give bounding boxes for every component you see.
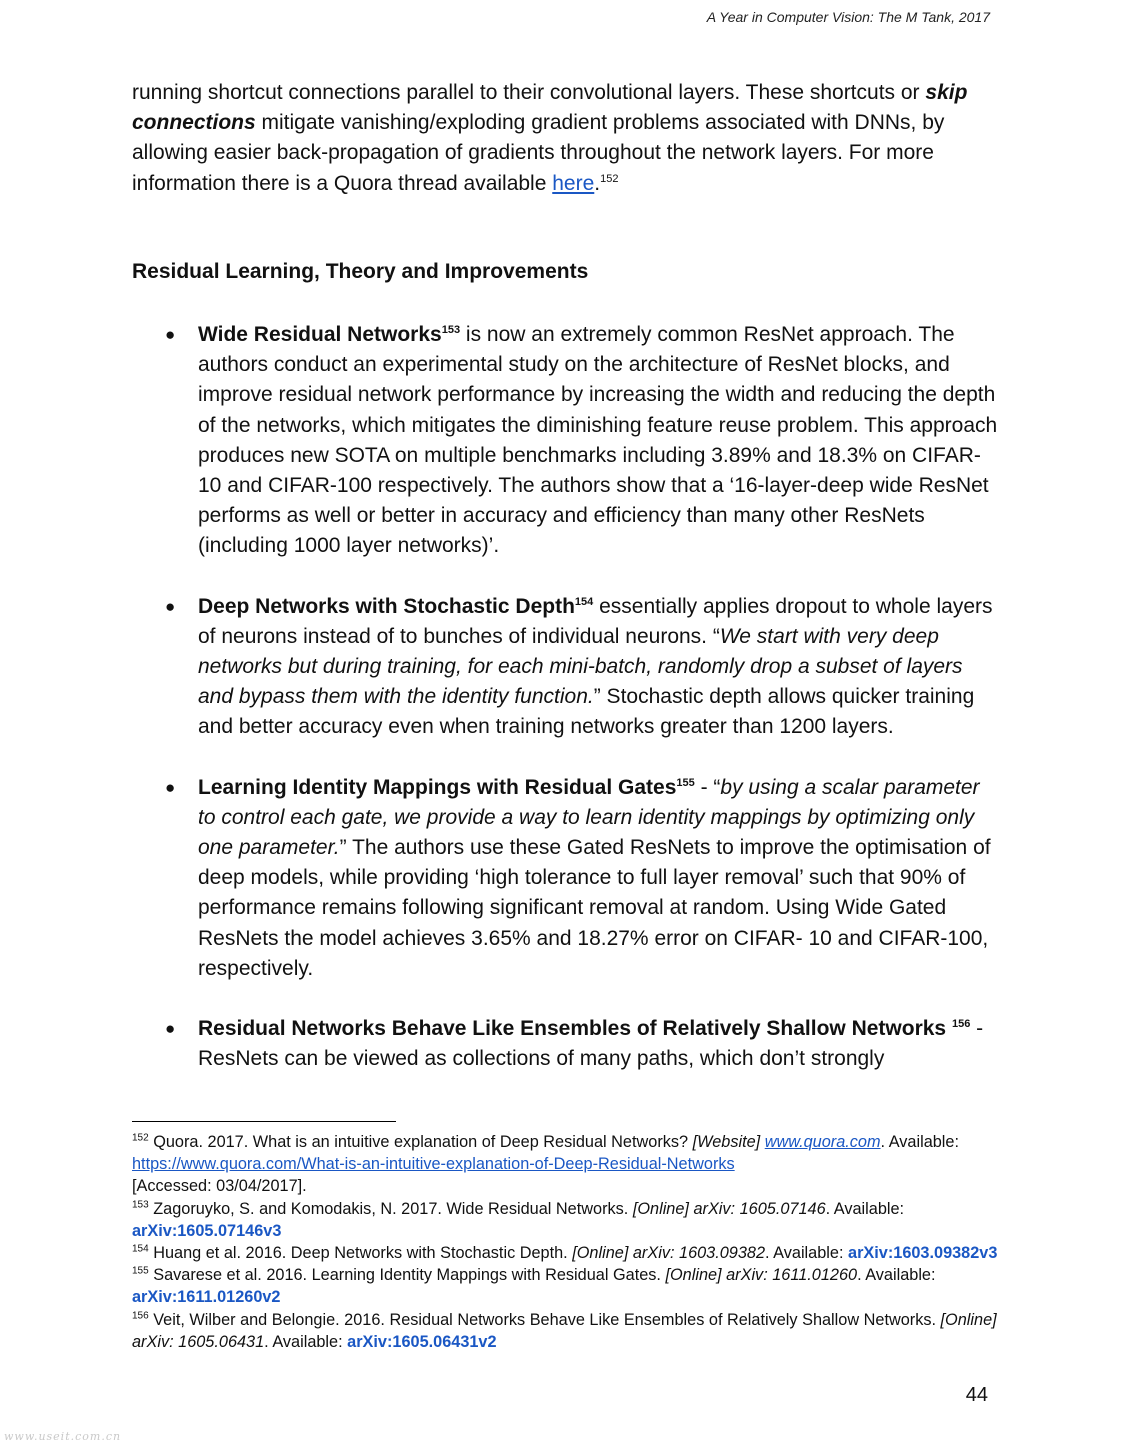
item-text: - “	[694, 775, 721, 799]
footnote-text: . Available:	[765, 1244, 849, 1263]
footnote-source-type: [Website]	[692, 1133, 761, 1151]
footnote-source-type: [Online] arXiv: 1603.09382	[572, 1244, 766, 1263]
section-heading: Residual Learning, Theory and Improvements	[132, 260, 589, 283]
quora-url-link[interactable]: https://www.quora.com/What-is-an-intuitive-explanation-of-Deep-Residual-Networks	[132, 1155, 735, 1174]
item-quote: We start with very deep networks but during training, for each mini-batch, randomly drop a subset of layers and bypass them with the identity function.	[198, 624, 963, 709]
item-title: Learning Identity Mappings with Residual Gates	[198, 775, 677, 799]
arxiv-link-155[interactable]: arXiv:1611.01260v2	[132, 1288, 281, 1307]
footnote-152	[132, 1131, 1002, 1198]
footnote-154	[132, 1242, 1002, 1264]
footnote-153	[132, 1198, 1002, 1242]
bullet-icon: ●	[165, 325, 176, 344]
footnote-text: [Accessed: 03/04/2017].	[132, 1177, 307, 1196]
list-item-ensembles	[132, 1014, 1002, 1074]
footnote-text: Veit, Wilber and Belongie. 2016. Residual Networks Behave Like Ensembles of Relatively Shallow Networks.	[148, 1310, 941, 1329]
footnote-number: 154	[132, 1243, 149, 1255]
footnote-ref-156[interactable]: 156	[951, 1018, 971, 1031]
footnotes	[132, 1131, 1002, 1353]
item-title: Deep Networks with Stochastic Depth	[198, 594, 575, 618]
item-title: Residual Networks Behave Like Ensembles of Relatively Shallow Networks	[198, 1017, 947, 1041]
footnote-text: Huang et al. 2016. Deep Networks with Stochastic Depth.	[148, 1244, 573, 1263]
skip-connections-term: skip connections	[132, 81, 968, 135]
footnote-ref-153[interactable]: 153	[441, 324, 461, 336]
footnote-source-type: [Online] arXiv: 1611.01260	[665, 1266, 858, 1285]
intro-paragraph	[132, 78, 1002, 199]
footnote-ref-155[interactable]: 155	[676, 776, 695, 789]
item-text: essentially applies dropout to whole layers of neurons instead of to bunches of individual neurons. “	[198, 594, 993, 648]
item-text: is now an extremely common ResNet approach. The authors conduct an experimental study on the architecture of ResNet blocks, and improve residual network performance by increasing the width and reducing the depth of the networks, which mitigates the diminishing feature reuse problem. This approach produces new SOTA on multiple benchmarks including 3.89% and 18.3% on CIFAR-10 and CIFAR-100 respectively. The authors show that a ‘16-layer-deep wide ResNet performs as well or better in accuracy and efficiency than many other ResNets (including 1000 layer networks)’.	[198, 323, 998, 558]
arxiv-link-154[interactable]: arXiv:1603.09382v3	[848, 1244, 998, 1263]
bullet-icon: ●	[165, 1019, 176, 1039]
item-title: Wide Residual Networks	[198, 323, 442, 346]
quora-here-link[interactable]: here	[552, 171, 595, 195]
footnote-number: 156	[132, 1310, 149, 1322]
footnote-156	[132, 1309, 1002, 1353]
footnote-text: . Available:	[264, 1332, 348, 1351]
item-text: ” The authors use these Gated ResNets to improve the optimisation of deep models, while providing ‘high tolerance to full layer removal’ such that 90% of performance remains following significant removal at random. Using Wide Gated ResNets the model achieves 3.65% and 18.27% error on CIFAR- 10 and CIFAR-100, respectively.	[198, 836, 991, 980]
footnote-source-type: [Online] arXiv: 1605.06431	[132, 1310, 997, 1351]
footnote-source-type: [Online] arXiv: 1605.07146	[632, 1199, 826, 1218]
footnote-155	[132, 1264, 1002, 1308]
quora-site-link[interactable]: www.quora.com	[764, 1133, 881, 1151]
bullet-icon: ●	[165, 596, 176, 616]
footnote-text: . Available:	[825, 1199, 905, 1218]
bullet-icon: ●	[165, 777, 176, 797]
intro-text: .	[594, 171, 601, 195]
footnote-text: Zagoruyko, S. and Komodakis, N. 2017. Wide Residual Networks.	[148, 1199, 633, 1218]
item-text: - ResNets can be viewed as collections of many paths, which don’t strongly	[198, 1017, 984, 1071]
footnote-text: . Available:	[880, 1133, 959, 1151]
page-number: 44	[965, 1384, 988, 1406]
arxiv-link-153[interactable]: arXiv:1605.07146v3	[132, 1221, 282, 1240]
footnote-text: . Available:	[857, 1266, 936, 1285]
list-item-stochastic-depth	[132, 592, 1002, 743]
running-header: A Year in Computer Vision: The M Tank, 2017	[706, 9, 990, 25]
footnote-number: 152	[132, 1132, 149, 1144]
footnote-ref-152[interactable]: 152	[600, 172, 619, 185]
list-item-wide-resnet	[132, 320, 1002, 562]
arxiv-link-156[interactable]: arXiv:1605.06431v2	[347, 1332, 497, 1351]
item-text: ” Stochastic depth allows quicker training and better accuracy even when training networks greater than 1200 layers.	[198, 685, 975, 739]
footnote-number: 153	[132, 1199, 149, 1211]
item-quote: by using a scalar parameter to control each gate, we provide a way to learn identity mappings by optimizing only one parameter.	[198, 775, 980, 860]
footnote-divider	[132, 1121, 396, 1122]
footnote-text: Savarese et al. 2016. Learning Identity Mappings with Residual Gates.	[148, 1266, 666, 1285]
list-item-residual-gates	[132, 773, 1002, 984]
intro-text: mitigate vanishing/exploding gradient problems associated with DNNs, by allowing easier back-propagation of gradients throughout the network layers. For more information there is a Quora thread available	[132, 111, 945, 195]
footnote-number: 155	[132, 1265, 149, 1277]
footnote-text: Quora. 2017. What is an intuitive explanation of Deep Residual Networks?	[148, 1133, 693, 1151]
bullet-list	[132, 320, 1002, 1104]
watermark: www.useit.com.cn	[4, 1430, 122, 1443]
intro-text: running shortcut connections parallel to their convolutional layers. These shortcuts or	[132, 81, 926, 104]
footnote-ref-154[interactable]: 154	[574, 595, 594, 608]
